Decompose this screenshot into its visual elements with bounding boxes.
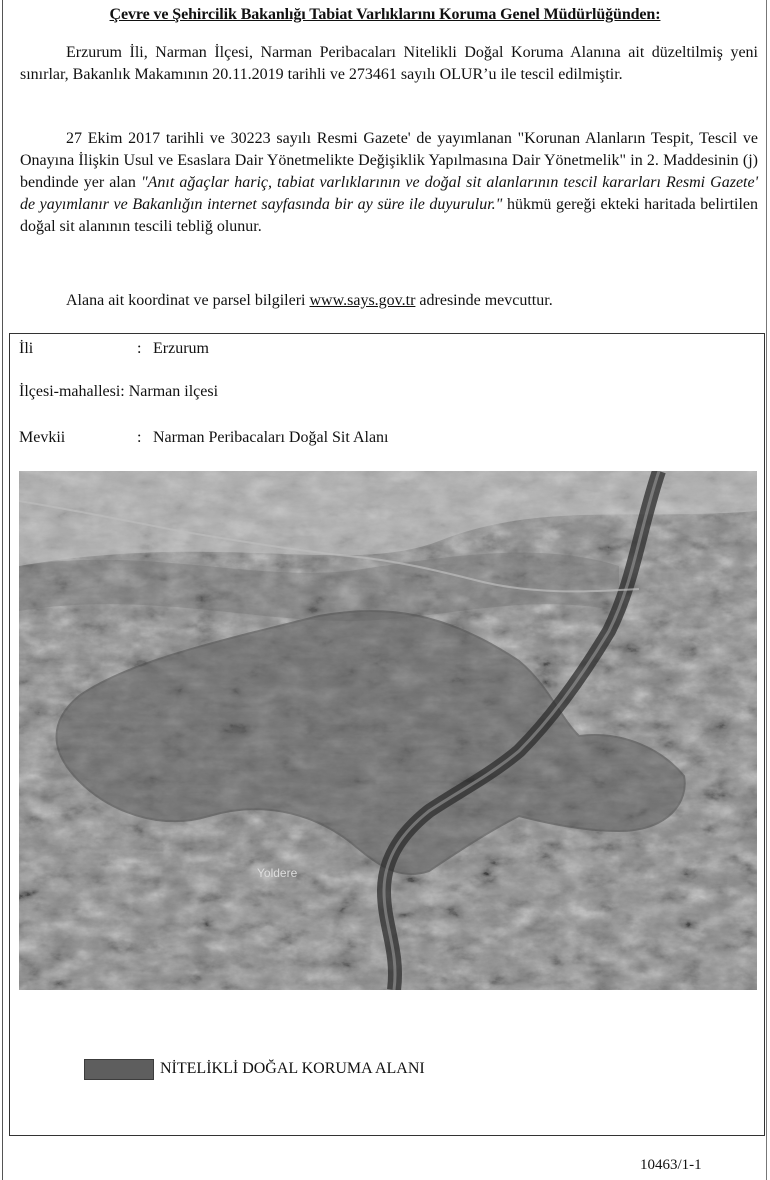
il-label: İli: [19, 340, 34, 357]
satellite-map: [19, 471, 757, 990]
regulation-quote: "Anıt ağaçlar hariç, tabiat varlıklarının ve doğal sit alanlarının tescil kararları Resmi Gazete' de yayımlanır ve Bakanlığın internet sayfasında bir ay süre ile duyurulur.": [20, 174, 759, 213]
ilce-label: İlçesi-mahallesi:: [19, 383, 125, 400]
site-info-box: [9, 333, 765, 1136]
page-border-right: [766, 0, 767, 1180]
map-label-yoldere: Yoldere: [257, 866, 298, 880]
paragraph-regulation: [20, 128, 758, 238]
il-value: Erzurum: [153, 340, 209, 357]
info-row-mevki: [19, 428, 388, 448]
legend-swatch: [84, 1059, 154, 1080]
mevki-value: Narman Peribacaları Doğal Sit Alanı: [153, 429, 389, 446]
legend-label: NİTELİKLİ DOĞAL KORUMA ALANI: [160, 1060, 425, 1077]
paragraph-registration: Erzurum İli, Narman İlçesi, Narman Peribacaları Nitelikli Doğal Koruma Alanına ait düzeltilmiş yeni sınırlar, Bakanlık Makamının 20.11.2019 tarihli ve 273461 sayılı OLUR’u ile tescil edilmiştir.: [20, 44, 758, 83]
page-border-left: [2, 0, 3, 1180]
coordinates-text-start: Alana ait koordinat ve parsel bilgileri: [66, 292, 306, 309]
info-row-ilce: [19, 382, 218, 402]
paragraph-coordinates: [20, 290, 758, 312]
satellite-map-image: [19, 471, 757, 990]
ilce-value: Narman ilçesi: [128, 383, 219, 400]
coordinates-text-end: adresinde mevcuttur.: [419, 292, 553, 309]
regulation-intro: 27 Ekim 2017 tarihli ve 30223 sayılı Resmi Gazete' de yayımlanan "Korunan Alanların Tespit, Tescil ve Onayına İlişkin Usul ve Esaslara Dair Yönetmelikte Değişiklik Yapılmasına Dair Yönetmelik" in 2. Maddesinin (j) bendinde yer alan: [20, 130, 758, 191]
says-link[interactable]: www.says.gov.tr: [309, 292, 416, 309]
info-row-il: [19, 339, 209, 359]
mevki-label: Mevkii: [19, 429, 66, 446]
document-number: 10463/1-1: [640, 1157, 702, 1173]
mevki-colon: :: [137, 429, 142, 446]
regulation-end: hükmü gereği ekteki haritada belirtilen doğal sit alanının tescili tebliğ olunur.: [20, 196, 759, 235]
page-title: Çevre ve Şehircilik Bakanlığı Tabiat Varlıklarını Koruma Genel Müdürlüğünden:: [109, 6, 661, 23]
il-colon: :: [137, 340, 142, 357]
